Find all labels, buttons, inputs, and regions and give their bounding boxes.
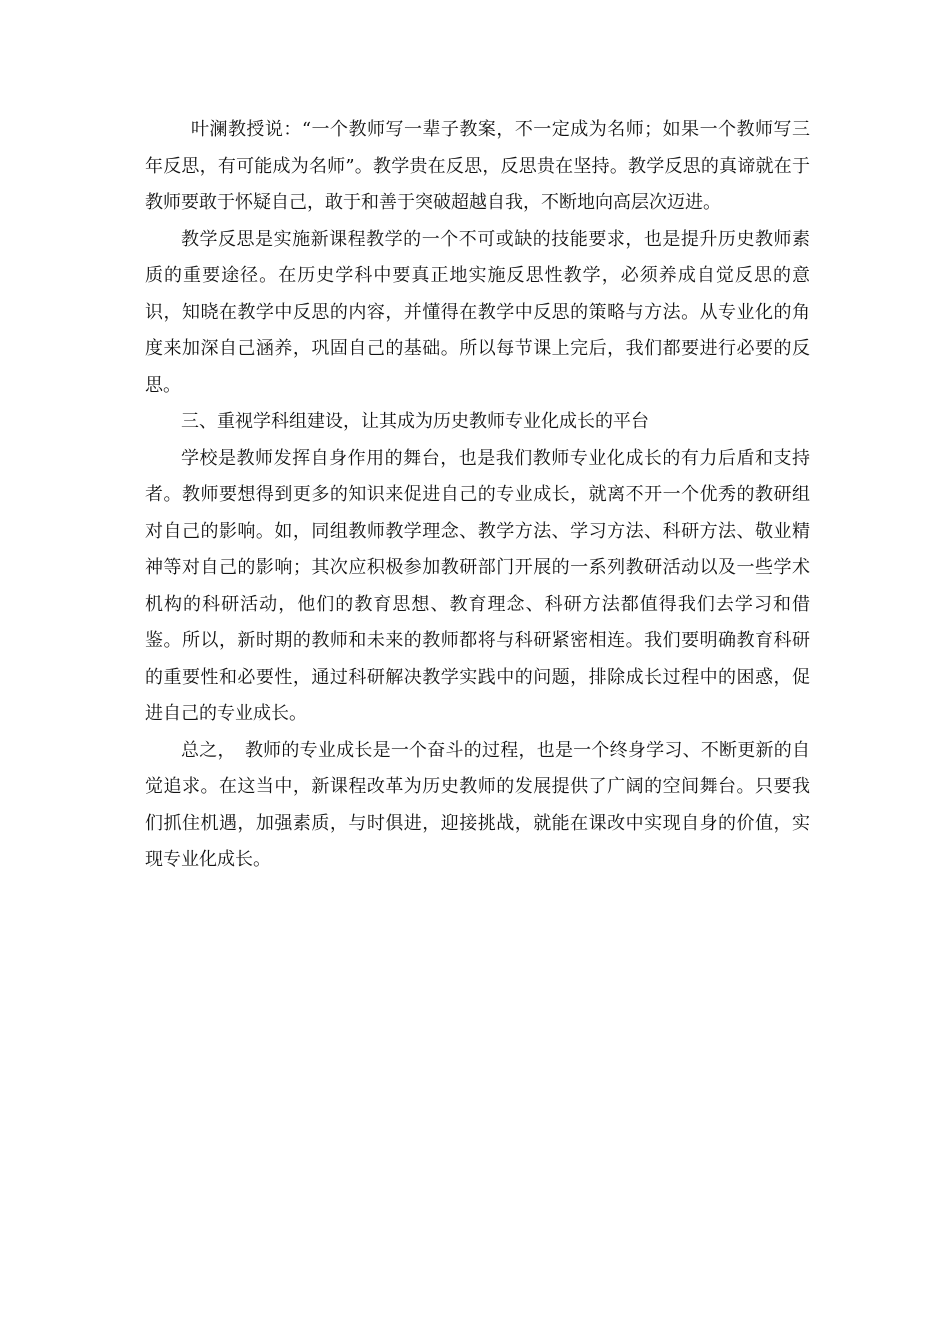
paragraph-quote-reflection: 叶澜教授说：“一个教师写一辈子教案，不一定成为名师；如果一个教师写三年反思，有可能成为名师”。教学贵在反思，反思贵在坚持。教学反思的真谛就在于教师要敢于怀疑自己，敢于和善于突破超越自我，不断地向高层次迈进。: [145, 119, 810, 213]
paragraph-conclusion: 总之， 教师的专业成长是一个奋斗的过程，也是一个终身学习、不断更新的自觉追求。在这当中，新课程改革为历史教师的发展提供了广阔的空间舞台。只要我们抓住机遇，加强素质，与时俱进，迎接挑战，就能在课改中实现自身的价值，实现专业化成长。: [145, 739, 810, 870]
document-page: [145, 112, 810, 879]
paragraph-teaching-reflection: 教学反思是实施新课程教学的一个不可或缺的技能要求，也是提升历史教师素质的重要途径。在历史学科中要真正地实施反思性教学，必须养成自觉反思的意识，知晓在教学中反思的内容，并懂得在教学中反思的策略与方法。从专业化的角度来加深自己涵养，巩固自己的基础。所以每节课上完后，我们都要进行必要的反思。: [145, 228, 810, 396]
paragraph-teaching-group: 学校是教师发挥自身作用的舞台，也是我们教师专业化成长的有力后盾和支持者。教师要想得到更多的知识来促进自己的专业成长，就离不开一个优秀的教研组对自己的影响。如，同组教师教学理念、教学方法、学习方法、科研方法、敬业精神等对自己的影响；其次应积极参加教研部门开展的一系列教研活动以及一些学术机构的科研活动，他们的教育思想、教育理念、科研方法都值得我们去学习和借鉴。所以，新时期的教师和未来的教师都将与科研紧密相连。我们要明确教育科研的重要性和必要性，通过科研解决教学实践中的问题，排除成长过程中的困惑，促进自己的专业成长。: [145, 447, 810, 724]
section-heading-3: 三、重视学科组建设，让其成为历史教师专业化成长的平台: [181, 411, 649, 432]
